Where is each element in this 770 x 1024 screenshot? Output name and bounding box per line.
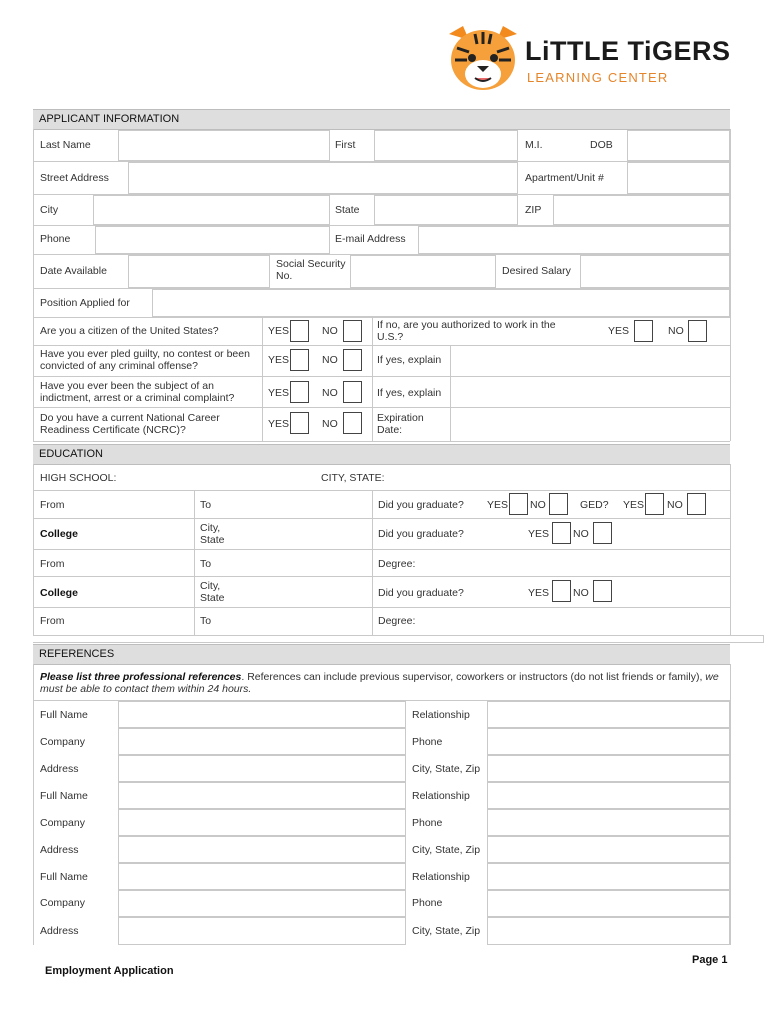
- indictment-yes-checkbox[interactable]: [290, 381, 309, 403]
- street-address-field[interactable]: [128, 162, 518, 194]
- ncrc-question: Do you have a current National Career Readiness Certificate (NCRC)?: [40, 412, 220, 436]
- guilty-explain-label: If yes, explain: [377, 354, 442, 366]
- ref-1-city-field[interactable]: [487, 755, 730, 782]
- apartment-label: Apartment/Unit #: [525, 172, 604, 184]
- ref-3-company-field[interactable]: [118, 890, 406, 917]
- ref-1-phone-label: Phone: [412, 736, 443, 748]
- brand-subtitle: LEARNING CENTER: [527, 70, 669, 85]
- indictment-question: Have you ever been the subject of an indictment, arrest or a criminal complaint?: [40, 380, 235, 404]
- college-1-graduate-label: Did you graduate?: [378, 528, 464, 540]
- college-2-label: College: [40, 587, 78, 599]
- ref-2-company-field[interactable]: [118, 809, 406, 836]
- college-2-city-state-label: City, State: [200, 580, 225, 604]
- ref-2-phone-label: Phone: [412, 817, 443, 829]
- high-school-label: HIGH SCHOOL:: [40, 472, 117, 484]
- ged-no-label: NO: [667, 499, 683, 511]
- citizen-yes-label: YES: [268, 325, 290, 337]
- hs-no-label: NO: [530, 499, 546, 511]
- last-name-label: Last Name: [40, 139, 91, 151]
- college-1-no-checkbox[interactable]: [593, 522, 612, 544]
- page-number: Page 1: [692, 954, 728, 966]
- college-1-from-label: From: [40, 558, 65, 570]
- references-section-header: [33, 644, 730, 665]
- dob-label: DOB: [590, 139, 613, 151]
- references-heading: REFERENCES: [39, 648, 115, 660]
- hs-graduate-label: Did you graduate?: [378, 499, 464, 511]
- college-2-degree-label: Degree:: [378, 615, 416, 627]
- zip-field[interactable]: [553, 195, 730, 225]
- authorized-yes-checkbox[interactable]: [634, 320, 653, 342]
- ref-3-full-name-label: Full Name: [40, 871, 88, 883]
- indictment-explain-label: If yes, explain: [377, 387, 442, 399]
- position-field[interactable]: [152, 289, 730, 317]
- citizen-no-checkbox[interactable]: [343, 320, 362, 342]
- ref-1-address-label: Address: [40, 763, 79, 775]
- ref-2-full-name-field[interactable]: [118, 782, 406, 809]
- form-title: Employment Application: [45, 965, 174, 977]
- ncrc-yes-label: YES: [268, 418, 290, 430]
- guilty-question: Have you ever pled guilty, no contest or been convicted of any criminal offense?: [40, 348, 250, 372]
- phone-label: Phone: [40, 233, 71, 245]
- ref-1-relationship-field[interactable]: [487, 701, 730, 728]
- desired-salary-field[interactable]: [580, 255, 730, 288]
- ged-yes-label: YES: [623, 499, 645, 511]
- indictment-no-checkbox[interactable]: [343, 381, 362, 403]
- indictment-yes-label: YES: [268, 387, 290, 399]
- college-1-city-state-label: City, State: [200, 522, 225, 546]
- last-name-field[interactable]: [118, 130, 330, 161]
- dob-field[interactable]: [627, 130, 730, 161]
- ref-3-relationship-field[interactable]: [487, 863, 730, 890]
- citizen-question: Are you a citizen of the United States?: [40, 325, 219, 337]
- guilty-no-checkbox[interactable]: [343, 349, 362, 371]
- desired-salary-label: Desired Salary: [502, 265, 571, 277]
- ref-1-company-label: Company: [40, 736, 85, 748]
- ref-2-address-label: Address: [40, 844, 79, 856]
- date-available-field[interactable]: [128, 255, 270, 288]
- ref-3-full-name-field[interactable]: [118, 863, 406, 890]
- applicant-heading: APPLICANT INFORMATION: [39, 113, 180, 125]
- authorized-no-checkbox[interactable]: [688, 320, 707, 342]
- college-2-no-checkbox[interactable]: [593, 580, 612, 602]
- email-label: E-mail Address: [335, 233, 406, 245]
- college-2-to-label: To: [200, 615, 212, 627]
- ref-3-relationship-label: Relationship: [412, 871, 470, 883]
- city-field[interactable]: [93, 195, 330, 225]
- email-field[interactable]: [418, 226, 730, 254]
- guilty-yes-label: YES: [268, 354, 290, 366]
- ref-1-relationship-label: Relationship: [412, 709, 470, 721]
- ref-1-city-label: City, State, Zip: [412, 763, 481, 775]
- authorized-question: If no, are you authorized to work in the U.S.?: [377, 319, 556, 343]
- ref-3-company-label: Company: [40, 897, 85, 909]
- college-2-graduate-label: Did you graduate?: [378, 587, 464, 599]
- ref-2-full-name-label: Full Name: [40, 790, 88, 802]
- position-label: Position Applied for: [40, 297, 130, 309]
- authorized-yes-label: YES: [608, 325, 630, 337]
- city-label: City: [40, 204, 59, 216]
- apartment-field[interactable]: [627, 162, 730, 194]
- college-2-yes-checkbox[interactable]: [552, 580, 571, 602]
- ref-1-address-field[interactable]: [118, 755, 406, 782]
- references-intro-bold: Please list three professional references: [40, 671, 242, 683]
- ssn-field[interactable]: [350, 255, 496, 288]
- college-1-degree-label: Degree:: [378, 558, 416, 570]
- ref-1-phone-field[interactable]: [487, 728, 730, 755]
- indictment-no-label: NO: [322, 387, 338, 399]
- college-1-to-label: To: [200, 558, 212, 570]
- hs-yes-label: YES: [487, 499, 509, 511]
- hs-no-checkbox[interactable]: [549, 493, 568, 515]
- hs-from-label: From: [40, 499, 65, 511]
- guilty-yes-checkbox[interactable]: [290, 349, 309, 371]
- authorized-no-label: NO: [668, 325, 684, 337]
- references-intro-italic: we must be able to contact them within 24 hours.: [40, 671, 719, 695]
- references-intro-mid: . References can include previous supervisor, coworkers or instructors (do not list friends or family),: [241, 671, 706, 683]
- applicant-section-header: [33, 109, 730, 130]
- ref-3-city-label: City, State, Zip: [412, 925, 481, 937]
- ref-3-phone-label: Phone: [412, 897, 443, 909]
- ref-3-address-label: Address: [40, 925, 79, 937]
- ref-1-full-name-label: Full Name: [40, 709, 88, 721]
- date-available-label: Date Available: [40, 265, 107, 277]
- state-label: State: [335, 204, 360, 216]
- expiration-field[interactable]: [451, 408, 730, 441]
- guilty-no-label: NO: [322, 354, 338, 366]
- college-2-from-label: From: [40, 615, 65, 627]
- ref-2-relationship-label: Relationship: [412, 790, 470, 802]
- ref-2-city-field[interactable]: [487, 836, 730, 863]
- first-name-field[interactable]: [374, 130, 518, 161]
- ncrc-no-checkbox[interactable]: [343, 412, 362, 434]
- college-1-yes-label: YES: [528, 528, 550, 540]
- first-name-label: First: [335, 139, 356, 151]
- college-1-label: College: [40, 528, 78, 540]
- college-1-no-label: NO: [573, 528, 589, 540]
- ref-3-city-field[interactable]: [487, 917, 730, 945]
- indictment-explain-field[interactable]: [451, 377, 730, 407]
- ref-2-relationship-field[interactable]: [487, 782, 730, 809]
- ged-label: GED?: [580, 499, 609, 511]
- mi-label: M.I.: [525, 139, 543, 151]
- college-2-no-label: NO: [573, 587, 589, 599]
- street-address-label: Street Address: [40, 172, 109, 184]
- college-2-yes-label: YES: [528, 587, 550, 599]
- ncrc-no-label: NO: [322, 418, 338, 430]
- guilty-explain-field[interactable]: [451, 346, 730, 376]
- brand-name: LiTTLE TiGERS: [525, 36, 731, 66]
- ncrc-yes-checkbox[interactable]: [290, 412, 309, 434]
- hs-to-label: To: [200, 499, 212, 511]
- hs-city-state-label: CITY, STATE:: [321, 472, 385, 484]
- college-1-yes-checkbox[interactable]: [552, 522, 571, 544]
- ref-3-address-field[interactable]: [118, 917, 406, 945]
- ref-2-address-field[interactable]: [118, 836, 406, 863]
- references-intro: [40, 671, 720, 695]
- expiration-label: Expiration Date:: [377, 412, 424, 436]
- education-heading: EDUCATION: [39, 448, 103, 460]
- ref-1-full-name-field[interactable]: [118, 701, 406, 728]
- citizen-no-label: NO: [322, 325, 338, 337]
- hs-yes-checkbox[interactable]: [509, 493, 528, 515]
- citizen-yes-checkbox[interactable]: [290, 320, 309, 342]
- ref-1-company-field[interactable]: [118, 728, 406, 755]
- education-section-header: [33, 444, 730, 465]
- ged-no-checkbox[interactable]: [687, 493, 706, 515]
- phone-field[interactable]: [95, 226, 330, 254]
- ref-3-phone-field[interactable]: [487, 890, 730, 917]
- ref-2-city-label: City, State, Zip: [412, 844, 481, 856]
- state-field[interactable]: [374, 195, 518, 225]
- ssn-label: Social Security No.: [276, 258, 346, 282]
- zip-label: ZIP: [525, 204, 542, 216]
- ged-yes-checkbox[interactable]: [645, 493, 664, 515]
- ref-2-company-label: Company: [40, 817, 85, 829]
- tiger-logo: [443, 22, 523, 96]
- ref-2-phone-field[interactable]: [487, 809, 730, 836]
